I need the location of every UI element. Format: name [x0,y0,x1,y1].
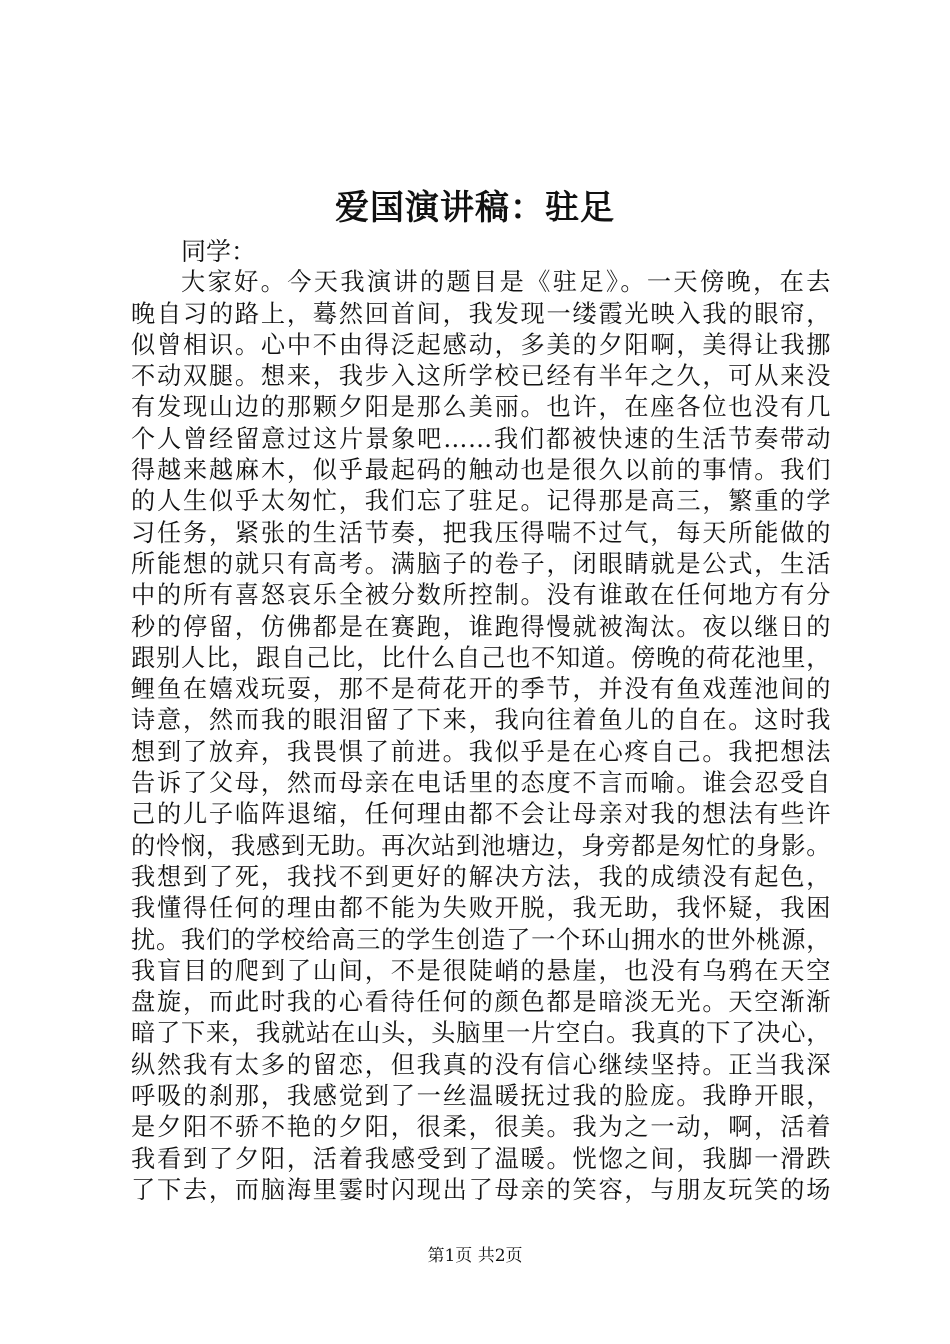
body-line: 纵然我有太多的留恋，但我真的没有信心继续坚持。正当我深 [131,1050,831,1079]
body-line: 得越来越麻木，似乎最起码的触动也是很久以前的事情。我们 [131,456,831,485]
body-line: 扰。我们的学校给高三的学生创造了一个环山拥水的世外桃源， [131,925,831,954]
body-line: 跟别人比，跟自己比，比什么自己也不知道。傍晚的荷花池里， [131,643,831,672]
body-line: 晚自习的路上，蓦然回首间，我发现一缕霞光映入我的眼帘， [131,299,831,328]
document-title: 爱国演讲稿：驻足 [335,188,615,228]
body-line: 秒的停留，仿佛都是在赛跑，谁跑得慢就被淘汰。夜以继日的 [131,612,831,641]
body-line: 所能想的就只有高考。满脑子的卷子，闭眼睛就是公式，生活 [131,549,831,578]
body-line: 鲤鱼在嬉戏玩耍，那不是荷花开的季节，并没有鱼戏莲池间的 [131,675,831,704]
body-line: 有发现山边的那颗夕阳是那么美丽。也许，在座各位也没有几 [131,393,831,422]
salutation: 同学： [181,237,257,266]
body-line: 呼吸的刹那，我感觉到了一丝温暖抚过我的脸庞。我睁开眼， [131,1082,831,1111]
body-line: 中的所有喜怒哀乐全被分数所控制。没有谁敢在任何地方有分 [131,581,831,610]
body-line: 告诉了父母，然而母亲在电话里的态度不言而喻。谁会忍受自 [131,769,831,798]
body-line: 习任务，紧张的生活节奏，把我压得喘不过气，每天所能做的 [131,518,831,547]
body-line: 我盲目的爬到了山间，不是很陡峭的悬崖，也没有乌鸦在天空 [131,956,831,985]
body-line: 己的儿子临阵退缩，任何理由都不会让母亲对我的想法有些许 [131,800,831,829]
body-line: 是夕阳不骄不艳的夕阳，很柔，很美。我为之一动，啊，活着 [131,1113,831,1142]
body-line: 个人曾经留意过这片景象吧……我们都被快速的生活节奏带动 [131,424,831,453]
document-body [131,236,831,1206]
body-line: 似曾相识。心中不由得泛起感动，多美的夕阳啊，美得让我挪 [131,330,831,359]
body-line: 诗意，然而我的眼泪留了下来，我向往着鱼儿的自在。这时我 [131,706,831,735]
body-text [131,267,831,1206]
body-line: 的人生似乎太匆忙，我们忘了驻足。记得那是高三，繁重的学 [131,487,831,516]
page-number-footer: 第1页 共2页 [427,1246,523,1266]
body-line: 的怜悯，我感到无助。再次站到池塘边，身旁都是匆忙的身影。 [131,831,831,860]
body-line: 我懂得任何的理由都不能为失败开脱，我无助，我怀疑，我困 [131,894,831,923]
body-line: 了下去，而脑海里霎时闪现出了母亲的笑容，与朋友玩笑的场 [131,1175,831,1204]
body-line: 暗了下来，我就站在山头，头脑里一片空白。我真的下了决心， [131,1019,831,1048]
body-line: 我看到了夕阳，活着我感受到了温暖。恍惚之间，我脚一滑跌 [131,1144,831,1173]
body-line: 我想到了死，我找不到更好的解决方法，我的成绩没有起色， [131,862,831,891]
body-line: 盘旋，而此时我的心看待任何的颜色都是暗淡无光。天空渐渐 [131,988,831,1017]
body-line: 大家好。今天我演讲的题目是《驻足》。一天傍晚，在去 [181,268,831,297]
body-line: 不动双腿。想来，我步入这所学校已经有半年之久，可从来没 [131,362,831,391]
body-line: 想到了放弃，我畏惧了前进。我似乎是在心疼自己。我把想法 [131,737,831,766]
